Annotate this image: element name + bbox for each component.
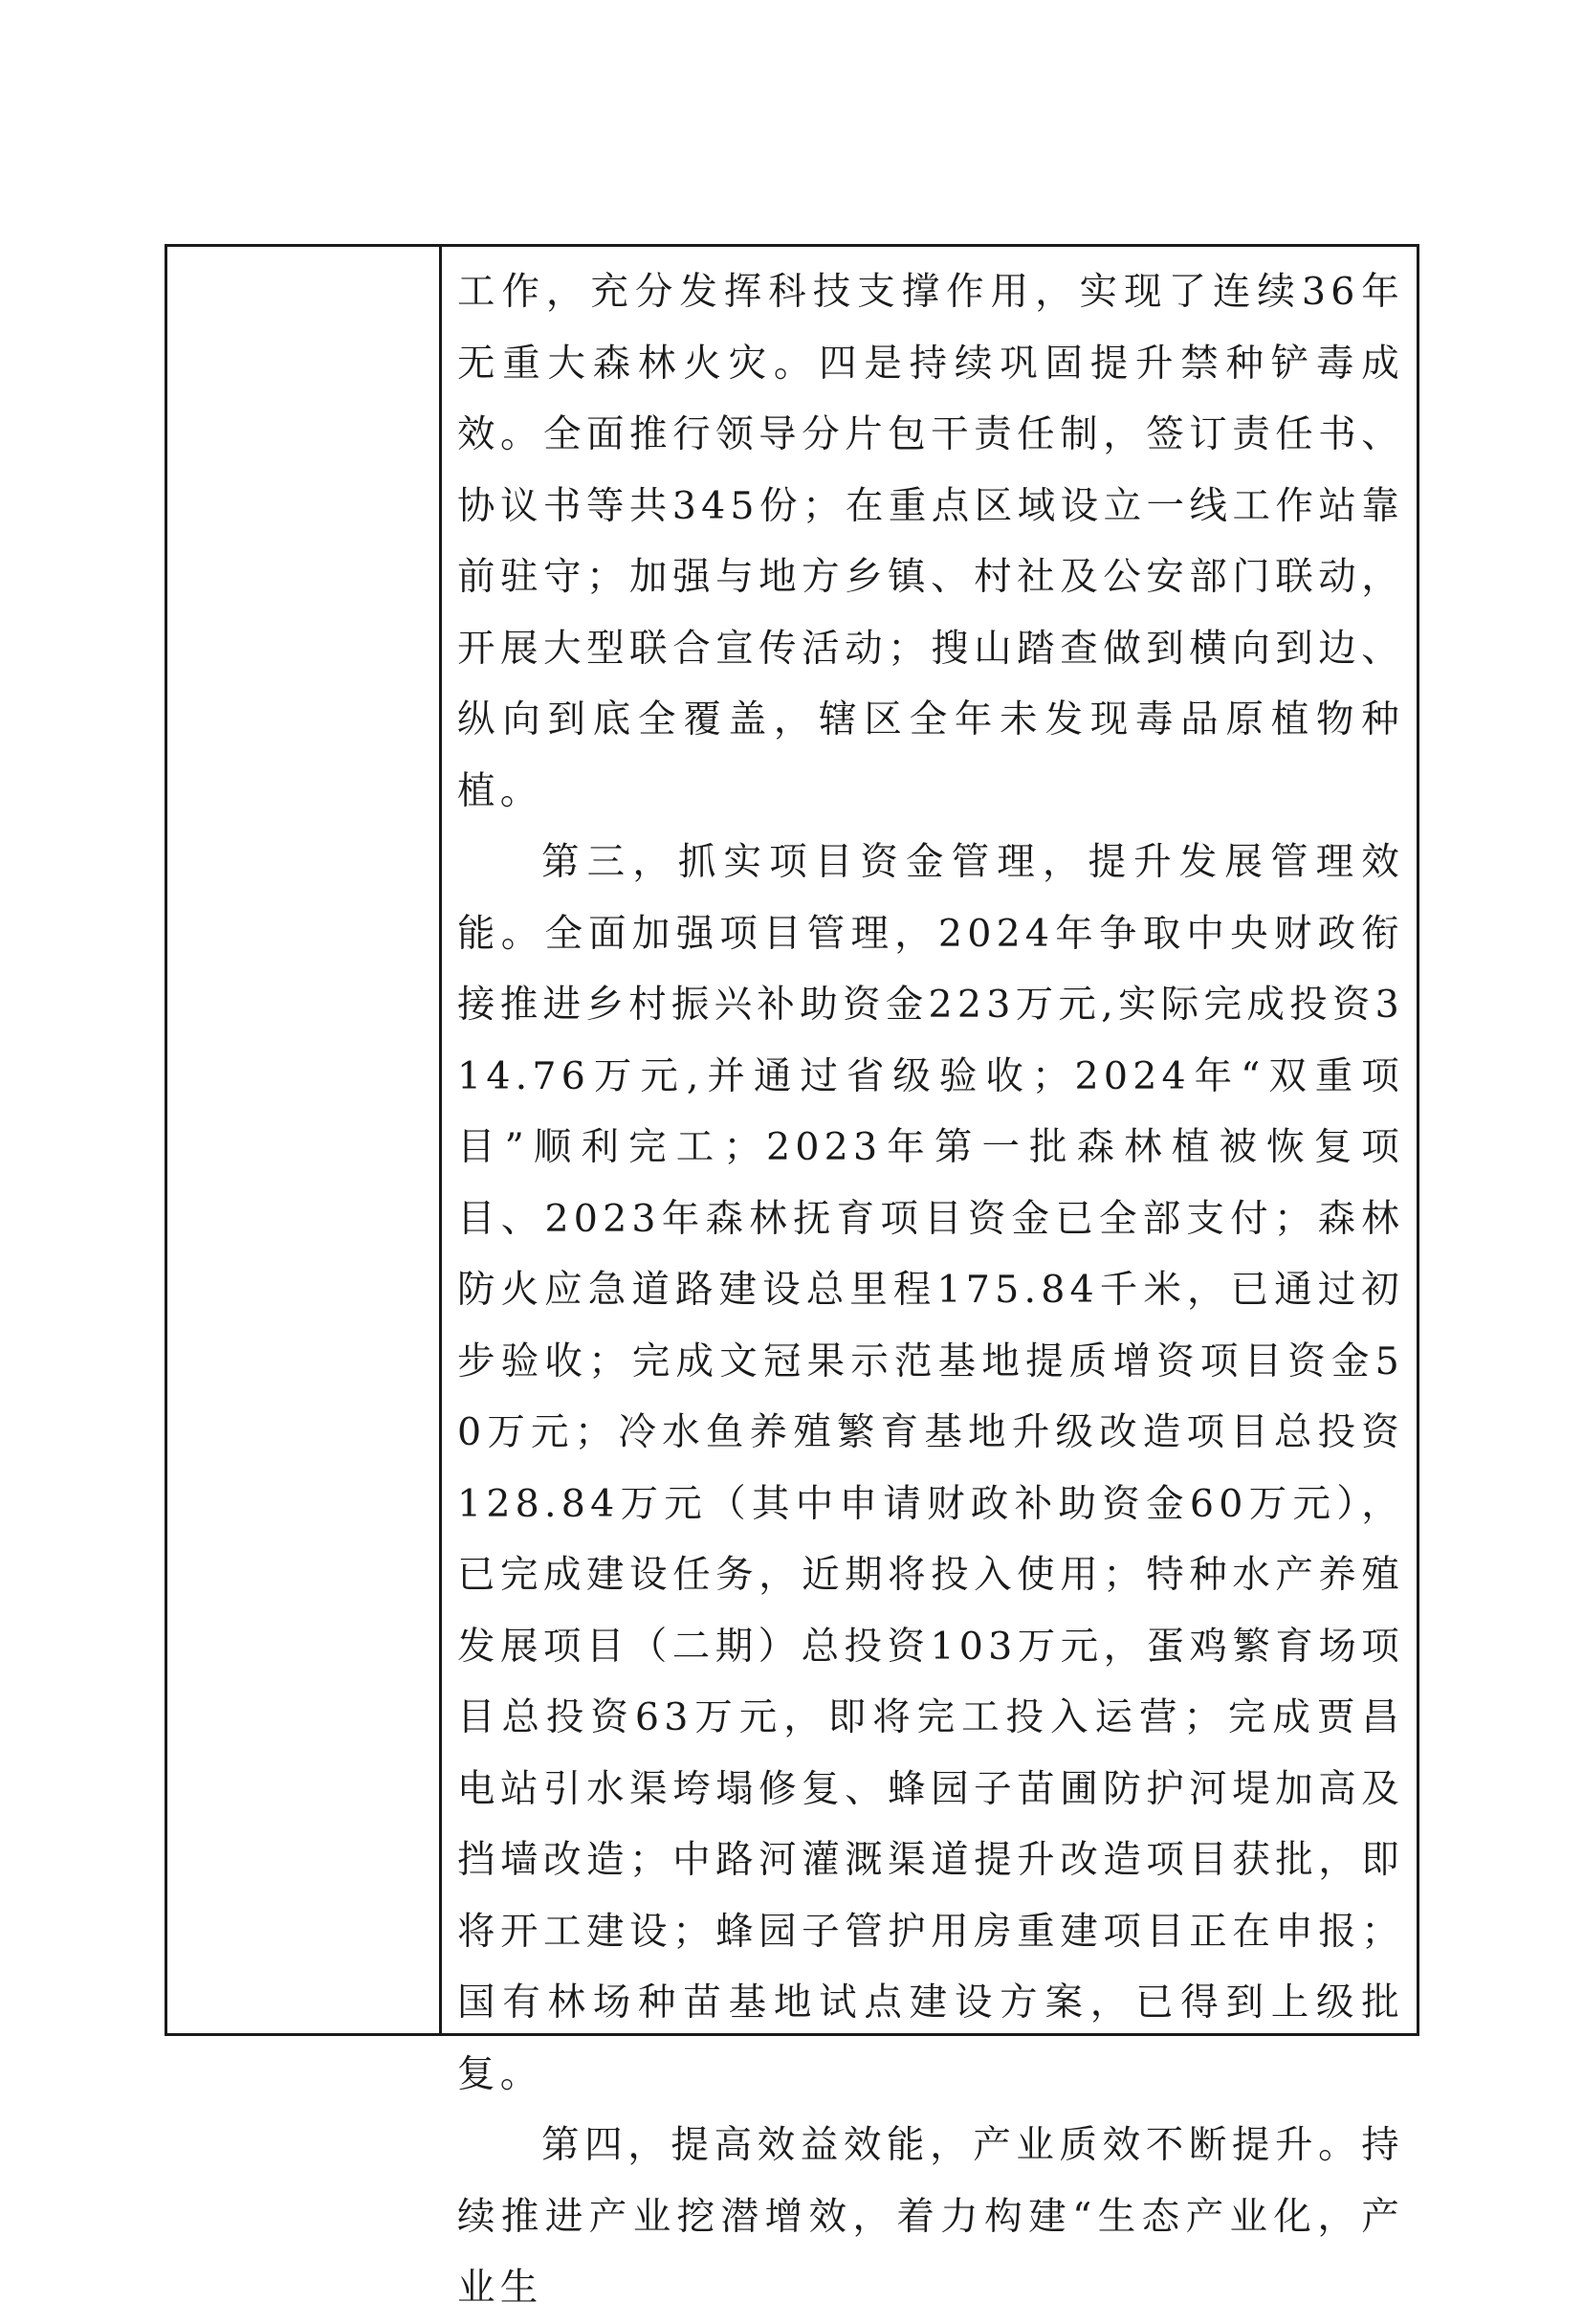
paragraph-industry-efficiency: 第四，提高效益效能，产业质效不断提升。持续推进产业挖潜增效，着力构建“生态产业化，产业生	[457, 2123, 1404, 2310]
table-column-divider	[439, 244, 442, 2036]
content-cell	[457, 256, 1404, 2324]
paragraph-project-funding: 第三，抓实项目资金管理，提升发展管理效能。全面加强项目管理，2024年争取中央财政衔接推进乡村振兴补助资金223万元,实际完成投资314.76万元,并通过省级验收；2024年“双重项目”顺利完工；2023年第一批森林植被恢复项目、2023年森林抚育项目资金已全部支付；森林防火应急道路建设总里程175.84千米，已通过初步验收；完成文冠果示范基地提质增资项目资金50万元；冷水鱼养殖繁育基地升级改造项目总投资128.84万元（其中申请财政补助资金60万元），已完成建设任务，近期将投入使用；特种水产养殖发展项目（二期）总投资103万元，蛋鸡繁育场项目总投资63万元，即将完工投入运营；完成贾昌电站引水渠垮塌修复、蜂园子苗圃防护河堤加高及挡墙改造；中路河灌溉渠道提升改造项目获批，即将开工建设；蜂园子管护用房重建项目正在申报；国有林场种苗基地试点建设方案，已得到上级批复。	[457, 840, 1404, 2096]
paragraph-continuation: 工作，充分发挥科技支撑作用，实现了连续36年无重大森林火灾。四是持续巩固提升禁种铲毒成效。全面推行领导分片包干责任制，签订责任书、协议书等共345份；在重点区域设立一线工作站靠前驻守；加强与地方乡镇、村社及公安部门联动，开展大型联合宣传活动；搜山踏查做到横向到边、纵向到底全覆盖，辖区全年未发现毒品原植物种植。	[457, 270, 1404, 813]
